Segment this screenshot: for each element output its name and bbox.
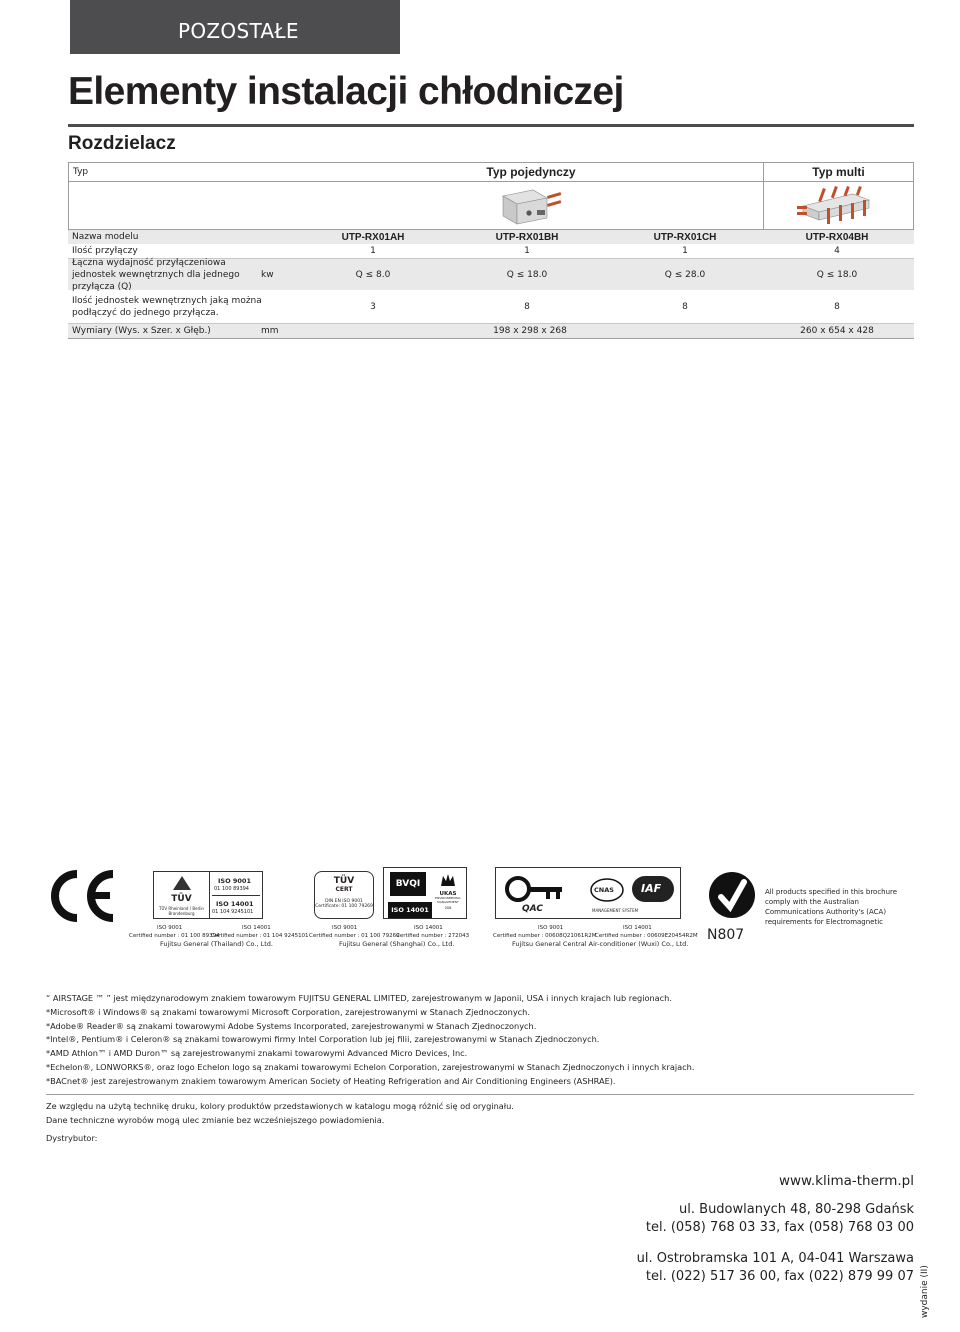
warszawa-phone: tel. (022) 517 36 00, fax (022) 879 99 07 — [645, 1269, 914, 1284]
din-cert-number: Certificate: 01 100 79269 — [315, 904, 373, 909]
thai-box-num2: 01 104 9245101 — [212, 909, 254, 915]
ce-mark-icon — [44, 870, 116, 922]
thai-box-iso14001: ISO 14001 — [216, 900, 254, 908]
capacity-cell: Q ≤ 8.0 — [355, 269, 391, 280]
capacity-label: Łączna wydajność przyłączeniowa jednostek wewnętrznych dla jednego przyłącza (Q) — [72, 257, 240, 292]
distributor-label: Dystrybutor: — [46, 1133, 98, 1143]
wuxi-iso9001-label: ISO 9001 — [538, 925, 564, 931]
shanghai-cert-number-2: Certified number : 272043 — [396, 933, 470, 939]
dimensions-unit: mm — [261, 326, 279, 336]
iaf-logo-text: IAF — [641, 882, 662, 895]
gdansk-phone: tel. (058) 768 03 33, fax (058) 768 03 00 — [645, 1220, 914, 1235]
qac-cnas-iaf-certificate — [495, 867, 681, 919]
gdansk-street: ul. Budowlanych 48, 80-298 Gdańsk — [679, 1202, 914, 1217]
model-row — [68, 229, 914, 244]
ports-cell: 1 — [682, 246, 688, 256]
trademark-line: *BACnet® jest zarejestrowanym znakiem towarowym American Society of Heating Refrigeration and Air Conditioning Engineers (ASHRAE). — [46, 1075, 616, 1086]
wuxi-company: Fujitsu General Central Air-conditioner (Wuxi) Co., Ltd. — [512, 940, 689, 948]
cnas-logo-text: CNAS — [594, 886, 614, 894]
disclaimer — [46, 1100, 514, 1128]
c-tick-code: N807 — [707, 927, 745, 943]
ports-cell: 1 — [524, 246, 530, 256]
qac-key-icon — [504, 874, 566, 904]
thai-box-num1: 01 100 89394 — [214, 886, 249, 892]
column-divider — [763, 182, 764, 229]
wuxi-iso14001-label: ISO 14001 — [623, 925, 652, 931]
thai-company: Fujitsu General (Thailand) Co., Ltd. — [160, 940, 273, 948]
multi-type-header: Typ multi — [763, 163, 913, 181]
bvqi-logo: BVQI — [390, 872, 426, 896]
tuv-cert-logo-text: TÜV — [333, 876, 355, 886]
disclaimer-line: Dane techniczne wyrobów mogą ulec zmianie bez wcześniejszego powiadomienia. — [46, 1114, 385, 1125]
wuxi-cert-number-2: Certified number : 00609E20454R2M — [595, 933, 698, 939]
indoor-units-cell: 8 — [682, 301, 688, 312]
tuv-logo-area — [154, 872, 210, 918]
section-subtitle: Rozdzielacz — [68, 133, 176, 154]
bvqi-certificate — [383, 867, 467, 919]
warszawa-address — [637, 1250, 914, 1286]
ports-label: Ilość przyłączy — [72, 246, 138, 256]
indoor-units-label: Ilość jednostek wewnętrznych jaką można podłączyć do jednego przyłącza. — [72, 295, 262, 318]
tuv-triangle-icon — [172, 875, 192, 891]
trademark-line: *Adobe® Reader® są znakami towarowymi Adobe Systems Incorporated, zarejestrowanymi w Stanach Zjednoczonych. — [46, 1020, 537, 1031]
capacity-cell: Q ≤ 18.0 — [816, 269, 858, 280]
dimensions-row — [68, 324, 914, 339]
warszawa-street: ul. Ostrobramska 101 A, 04-041 Warszawa — [636, 1251, 914, 1266]
trademark-line: *AMD Athlon™ i AMD Duron™ są zarejestrowanymi znakami towarowymi Advanced Micro Devices, Inc. — [46, 1048, 468, 1059]
wuxi-cert-number-1: Certified number : 00608Q21061R2M — [493, 933, 597, 939]
thai-cert-number-1: Certified number : 01 100 89394 — [129, 933, 220, 939]
capacity-cell: Q ≤ 18.0 — [506, 269, 548, 280]
ukas-logo-text: UKAS — [439, 891, 457, 897]
trademark-line: *Echelon®, LONWORKS®, oraz logo Echelon logo są znakami towarowymi Echelon Corporation, zarejestrowanymi w Stanach Zjednoczonych i innych krajach. — [46, 1061, 695, 1072]
disclaimer-line: Ze względu na użytą technikę druku, kolory produktów przedstawionych w katalogu mogą różnić się od oryginału. — [46, 1101, 514, 1111]
capacity-cell: Q ≤ 28.0 — [664, 269, 706, 280]
trademark-line: “ AIRSTAGE ™ ” jest międzynarodowym znakiem towarowym FUJITSU GENERAL LIMITED, zarejestrowanym w Japonii, USA i innych krajach lub regionach. — [46, 993, 672, 1003]
footer-divider — [46, 1094, 914, 1095]
section-tab: POZOSTAŁE — [70, 0, 400, 54]
page-title: Elementy instalacji chłodniczej — [68, 70, 624, 113]
single-type-header: Typ pojedynczy — [486, 165, 576, 179]
model-label: Nazwa modelu — [72, 232, 139, 242]
ukas-number: 008 — [444, 906, 452, 910]
thai-iso9001-label: ISO 9001 — [157, 925, 183, 931]
multi-branch-box-image — [797, 186, 879, 228]
ukas-crown-icon — [440, 873, 456, 887]
cert-logo-text: CERT — [335, 886, 353, 893]
gdansk-address — [646, 1201, 914, 1237]
thai-cert-number-2: Certified number : 01 104 9245101 — [211, 933, 309, 939]
dimensions-label: Wymiary (Wys. x Szer. x Głęb.) — [72, 326, 211, 336]
table-header-row — [68, 162, 914, 182]
single-branch-box-image — [499, 186, 565, 228]
product-image-row — [68, 182, 914, 229]
indoor-units-row — [68, 290, 914, 324]
edition-label: wydanie (II) — [920, 1265, 930, 1318]
shanghai-iso9001-label: ISO 9001 — [332, 925, 358, 931]
indoor-units-cell: 3 — [370, 301, 376, 312]
trademark-notices — [46, 992, 906, 1089]
aca-compliance-text: All products specified in this brochure comply with the Australian Communications Authority's (ACA) requirements for Electromagnetic — [765, 888, 898, 926]
type-header: Typ — [73, 167, 89, 177]
capacity-row — [68, 259, 914, 290]
title-divider — [68, 124, 914, 127]
bvqi-iso-label: ISO 14001 — [388, 902, 432, 918]
din-text: DIN EN ISO 9001 — [325, 899, 363, 904]
shanghai-cert-number-1: Certified number : 01 100 79269 — [309, 933, 400, 939]
model-cell: UTP-RX01BH — [495, 231, 559, 243]
model-cell: UTP-RX01CH — [653, 231, 717, 243]
thai-box-divider — [212, 895, 260, 896]
trademark-line: *Intel®, Pentium® i Celeron® są znakami towarowymi firmy Intel Corporation lub jej filii, zarejestrowanymi w Stanach Zjednoczonych. — [46, 1034, 600, 1045]
ukas-logo — [432, 872, 464, 910]
shanghai-company: Fujitsu General (Shanghai) Co., Ltd. — [339, 940, 455, 948]
capacity-unit: kw — [261, 269, 274, 280]
thai-box-iso9001: ISO 9001 — [218, 877, 251, 885]
trademark-line: *Microsoft® i Windows® są znakami towarowymi Microsoft Corporation, zarejestrowanymi w Stanach Zjednoczonych. — [46, 1006, 530, 1017]
thai-iso14001-label: ISO 14001 — [242, 925, 271, 931]
c-tick-icon — [707, 870, 757, 920]
model-cell: UTP-RX04BH — [805, 231, 869, 243]
model-cell: UTP-RX01AH — [341, 231, 405, 243]
indoor-units-cell: 8 — [524, 301, 530, 312]
ports-cell: 1 — [370, 246, 376, 256]
tuv-thailand-certificate — [153, 871, 263, 919]
dimensions-single-cell: 198 x 298 x 268 — [493, 326, 567, 336]
indoor-units-cell: 8 — [834, 301, 840, 312]
ports-cell: 4 — [834, 246, 840, 256]
qac-logo-text: QAC — [522, 904, 543, 914]
tuv-cert-certificate — [314, 871, 374, 919]
dimensions-multi-cell: 260 x 654 x 428 — [800, 326, 874, 336]
website-link[interactable]: www.klima-therm.pl — [778, 1173, 914, 1189]
tuv-org: TÜV Rheinland / Berlin Brandenburg — [159, 906, 204, 916]
shanghai-iso14001-label: ISO 14001 — [414, 925, 443, 931]
ukas-text: ENVIRONMENTAL MANAGEMENT — [435, 896, 461, 904]
management-system-text: MANAGEMENT SYSTEM — [592, 908, 639, 913]
tuv-logo-text: TÜV — [171, 894, 192, 904]
c-tick-mark — [707, 870, 757, 943]
